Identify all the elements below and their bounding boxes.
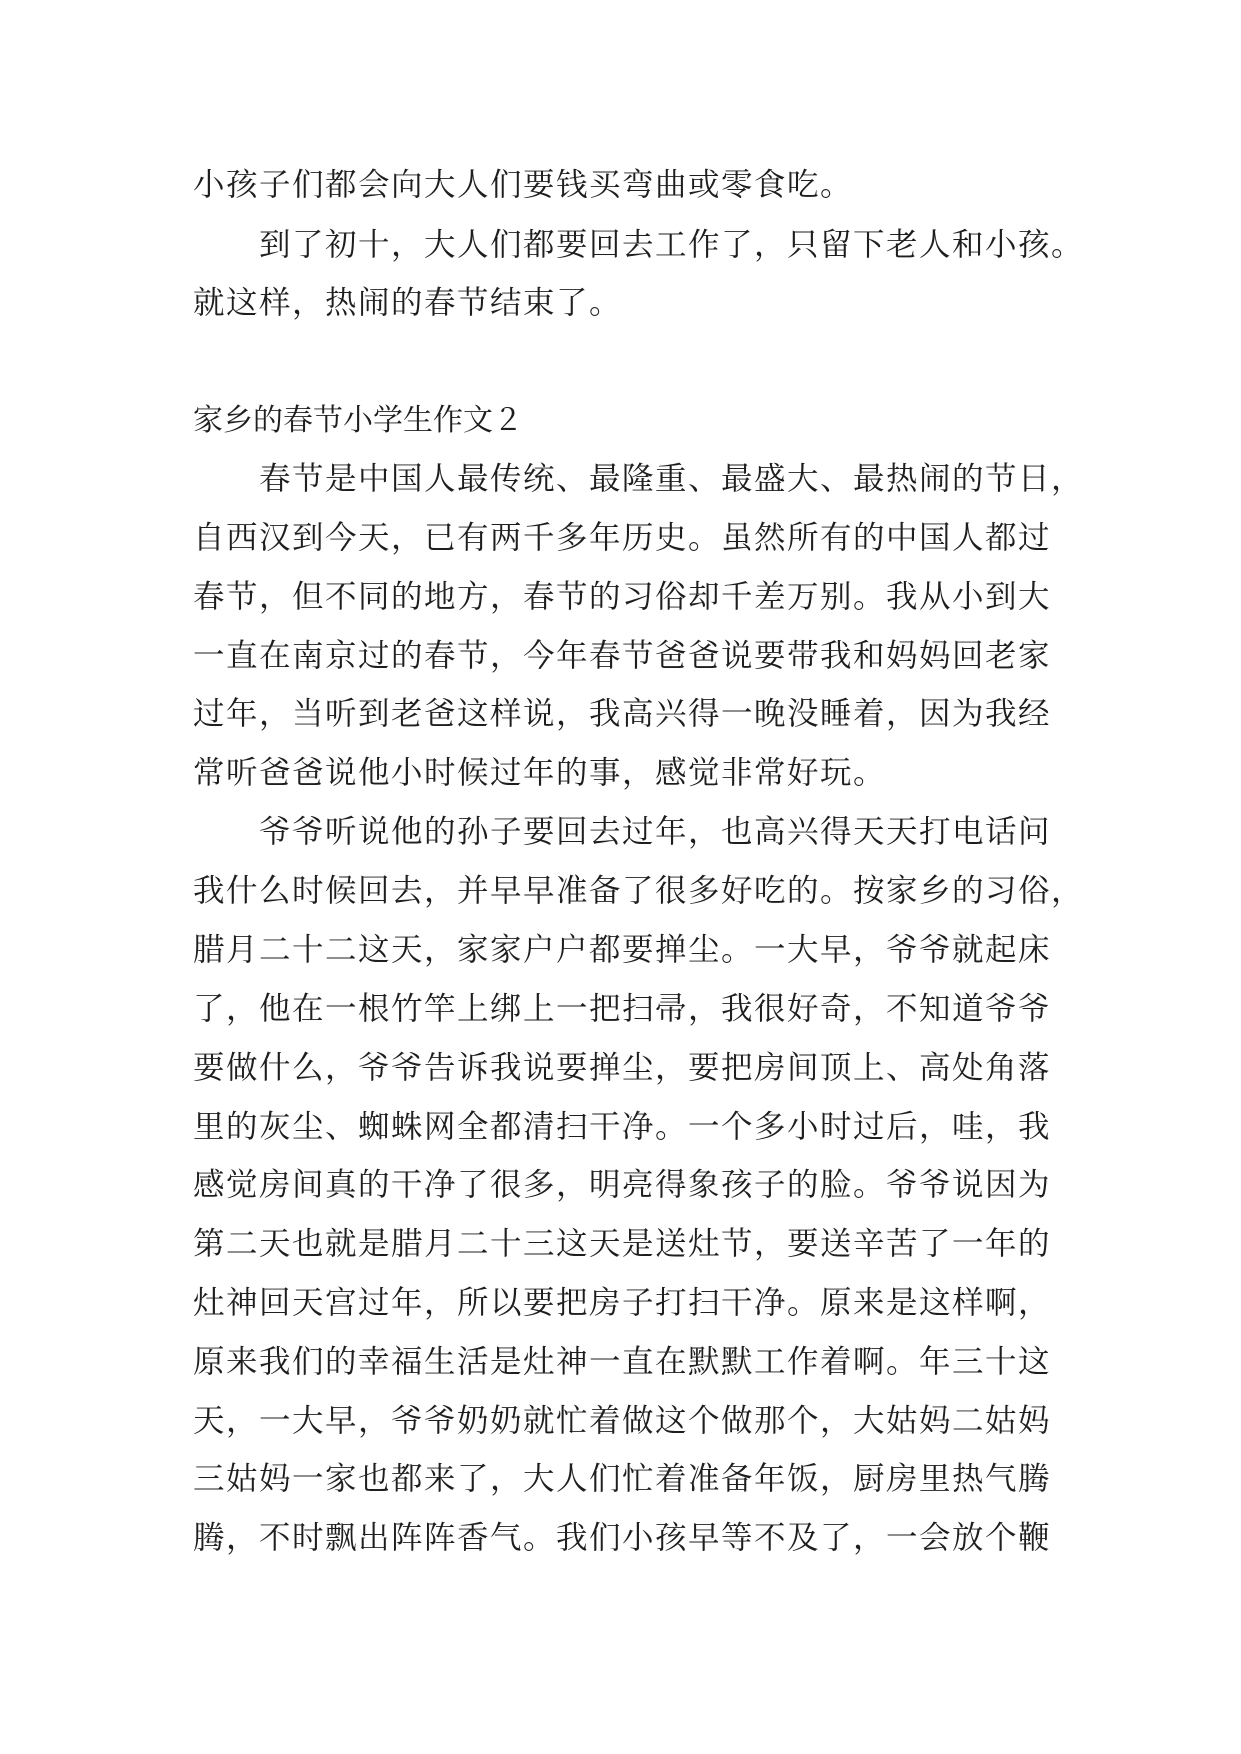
text-line: 腊月二十二这天，家家户户都要掸尘。一大早，爷爷就起床: [193, 932, 1052, 968]
text-line: 里的灰尘、蜘蛛网全都清扫干净。一个多小时过后，哇，我: [193, 1109, 1052, 1145]
text-line: 原来我们的幸福生活是灶神一直在默默工作着啊。年三十这: [193, 1344, 1052, 1380]
text-line: 腾，不时飘出阵阵香气。我们小孩早等不及了，一会放个鞭: [193, 1520, 1052, 1556]
text-line: 就这样，热闹的春节结束了。: [193, 285, 623, 321]
text-line: 了，他在一根竹竿上绑上一把扫帚，我很好奇，不知道爷爷: [193, 991, 1052, 1027]
text-line: 常听爸爸说他小时候过年的事，感觉非常好玩。: [193, 755, 887, 791]
text-line: 三姑妈一家也都来了，大人们忙着准备年饭，厨房里热气腾: [193, 1461, 1052, 1497]
text-line: 爷爷听说他的孙子要回去过年，也高兴得天天打电话问: [193, 814, 1052, 850]
text-line: 自西汉到今天，已有两千多年历史。虽然所有的中国人都过: [193, 520, 1052, 556]
text-line: 过年，当听到老爸这样说，我高兴得一晚没睡着，因为我经: [193, 696, 1052, 732]
text-line: 感觉房间真的干净了很多，明亮得象孩子的脸。爷爷说因为: [193, 1167, 1052, 1203]
section-title: 家乡的春节小学生作文２: [193, 403, 523, 438]
text-line: 天，一大早，爷爷奶奶就忙着做这个做那个，大姑妈二姑妈: [193, 1403, 1052, 1439]
text-line: 第二天也就是腊月二十三这天是送灶节，要送辛苦了一年的: [193, 1226, 1052, 1262]
text-line: 我什么时候回去，并早早准备了很多好吃的。按家乡的习俗，: [193, 873, 1085, 909]
text-line: 春节，但不同的地方，春节的习俗却千差万别。我从小到大: [193, 579, 1052, 615]
text-line: 春节是中国人最传统、最隆重、最盛大、最热闹的节日，: [193, 461, 1085, 497]
text-line: 一直在南京过的春节，今年春节爸爸说要带我和妈妈回老家: [193, 638, 1052, 674]
text-line: 要做什么，爷爷告诉我说要掸尘，要把房间顶上、高处角落: [193, 1050, 1052, 1086]
text-line: 小孩子们都会向大人们要钱买弯曲或零食吃。: [193, 167, 854, 203]
text-line: 到了初十，大人们都要回去工作了，只留下老人和小孩。: [193, 227, 1085, 263]
text-line: 灶神回天宫过年，所以要把房子打扫干净。原来是这样啊，: [193, 1285, 1052, 1321]
